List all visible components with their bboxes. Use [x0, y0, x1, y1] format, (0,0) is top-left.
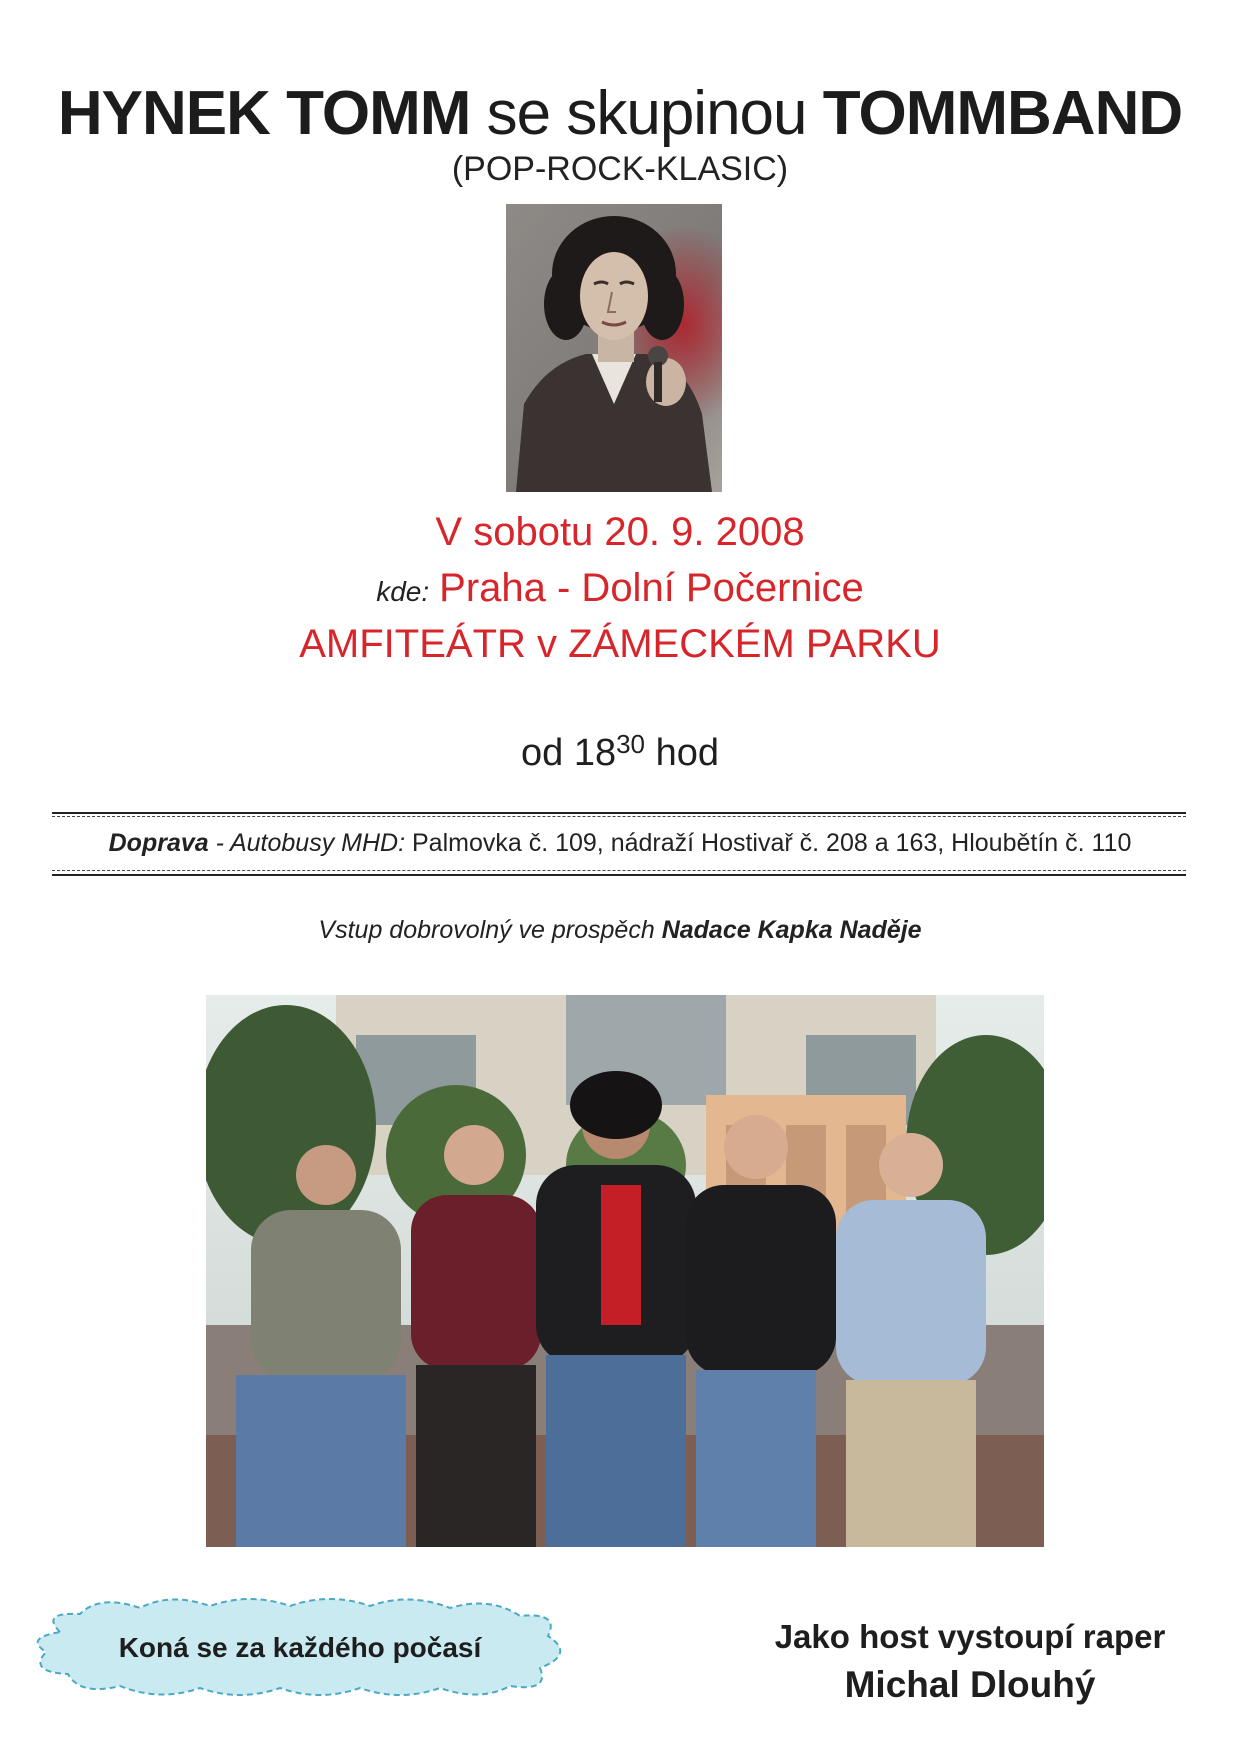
band-photo	[206, 995, 1044, 1547]
event-location	[0, 562, 1240, 618]
divider-bottom	[52, 874, 1186, 876]
transport-info	[0, 826, 1240, 860]
band-name: TOMMBAND	[822, 79, 1183, 148]
guest-name: Michal Dlouhý	[844, 1664, 1096, 1705]
event-venue: AMFITEÁTR v ZÁMECKÉM PARKU	[299, 622, 941, 666]
divider-top	[52, 812, 1186, 814]
transport-lines: Palmovka č. 109, nádraží Hostivař č. 208 a 163, Hloubětín č. 110	[411, 829, 1132, 857]
event-place: Praha - Dolní Počernice	[439, 566, 864, 610]
guest-intro: Jako host vystoupí raper	[774, 1618, 1166, 1655]
transport-mode: Autobusy MHD:	[229, 829, 406, 857]
time-minutes: 30	[616, 729, 646, 759]
transport-dash: -	[208, 829, 230, 857]
portrait-drawing	[506, 204, 722, 492]
foundation-name: Nadace Kapka Naděje	[661, 916, 922, 944]
divider-bottom-dashed	[52, 870, 1186, 871]
event-time	[0, 728, 1240, 778]
transport-label: Doprava	[108, 829, 209, 857]
where-label: kde:	[376, 576, 430, 607]
entry-text: Vstup dobrovolný ve prospěch	[318, 916, 655, 944]
title-connector: se skupinou	[486, 79, 807, 148]
weather-note: Koná se za každého počasí	[118, 1632, 482, 1663]
time-suffix: hod	[655, 732, 719, 774]
event-date: V sobotu 20. 9. 2008	[435, 510, 805, 554]
entry-info	[0, 913, 1240, 947]
time-hour: od 18	[521, 732, 617, 774]
genre-subtitle: (POP-ROCK-KLASIC)	[451, 150, 789, 188]
divider-top-dashed	[52, 816, 1186, 817]
artist-name: HYNEK TOMM	[57, 79, 471, 148]
poster-title	[0, 74, 1240, 154]
